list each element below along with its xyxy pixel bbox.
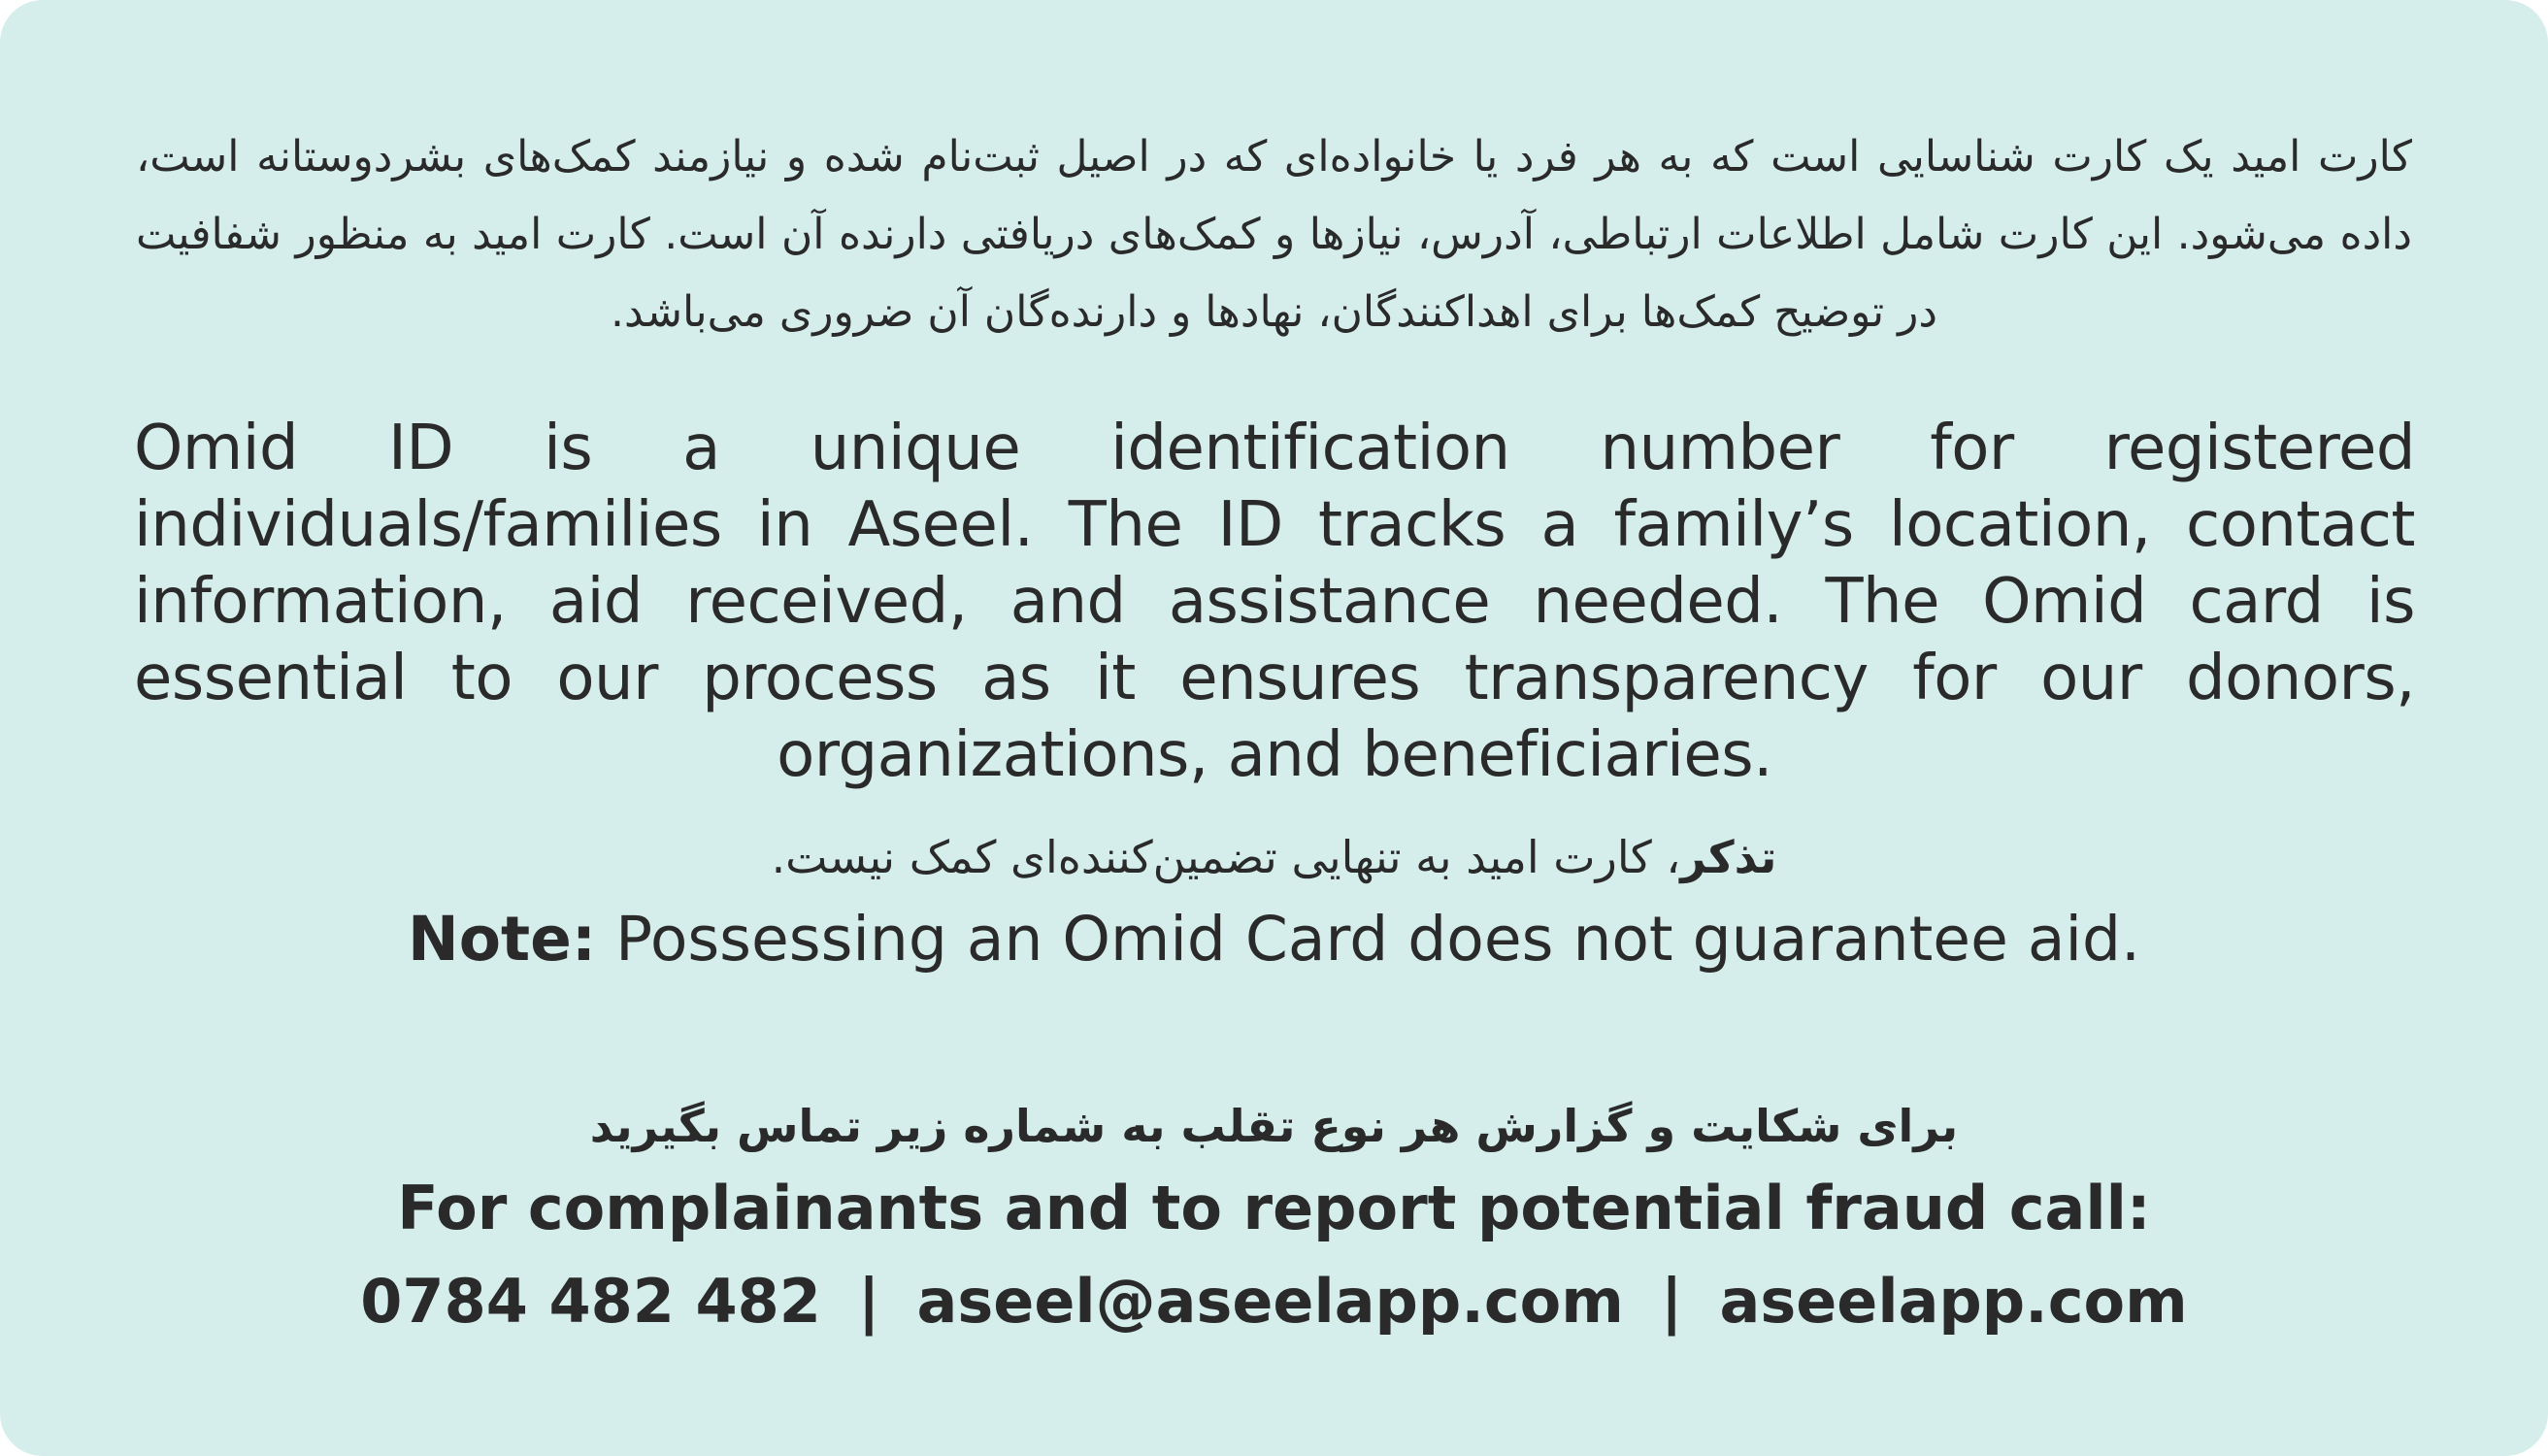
persian-note [0,823,2548,891]
website-link[interactable]: aseelapp.com [1719,1266,2188,1337]
contact-separator: | [857,1266,880,1337]
persian-note-label: تذکر [1680,831,1777,883]
english-complaint-heading: For complainants and to report potential fraud call: [397,1173,2151,1243]
contact-line [0,1258,2548,1345]
english-note [0,898,2548,980]
contact-separator: | [1660,1266,1683,1337]
english-note-text: Possessing an Omid Card does not guarantee aid. [596,904,2140,975]
english-note-label: Note: [408,904,597,975]
persian-note-text: ، کارت امید به تنهایی تضمین‌کننده‌ای کمک نیست. [771,831,1681,883]
persian-description: کارت امید یک کارت شناسایی است که به هر فرد یا خانواده‌ای که در اصیل ثبت‌نام شده و نیازمند کمک‌های بشردوستانه است، داده می‌شود. این کارت شامل اطلاعات ارتباطی، آدرس، نیازها و کمک‌های دریافتی دارنده آن است. کارت امید به منظور شفافیت در توضیح کمک‌ها برای اهداکنندگان، نهادها و دارنده‌گان آن ضروری می‌باشد. [136,132,2412,337]
email-address[interactable]: aseel@aseelapp.com [916,1266,1624,1337]
english-description: Omid ID is a unique identification number for registered individuals/families in Aseel. The ID tracks a family’s location, contact information, aid received, and assistance needed. The Omid card is essential to our process as it ensures transparency for our donors, organizations, and beneficiaries. [134,413,2415,791]
persian-complaint-heading: برای شکایت و گزارش هر نوع تقلب به شماره زیر تماس بگیرید [589,1100,1959,1152]
phone-number[interactable]: 0784 482 482 [360,1266,821,1337]
